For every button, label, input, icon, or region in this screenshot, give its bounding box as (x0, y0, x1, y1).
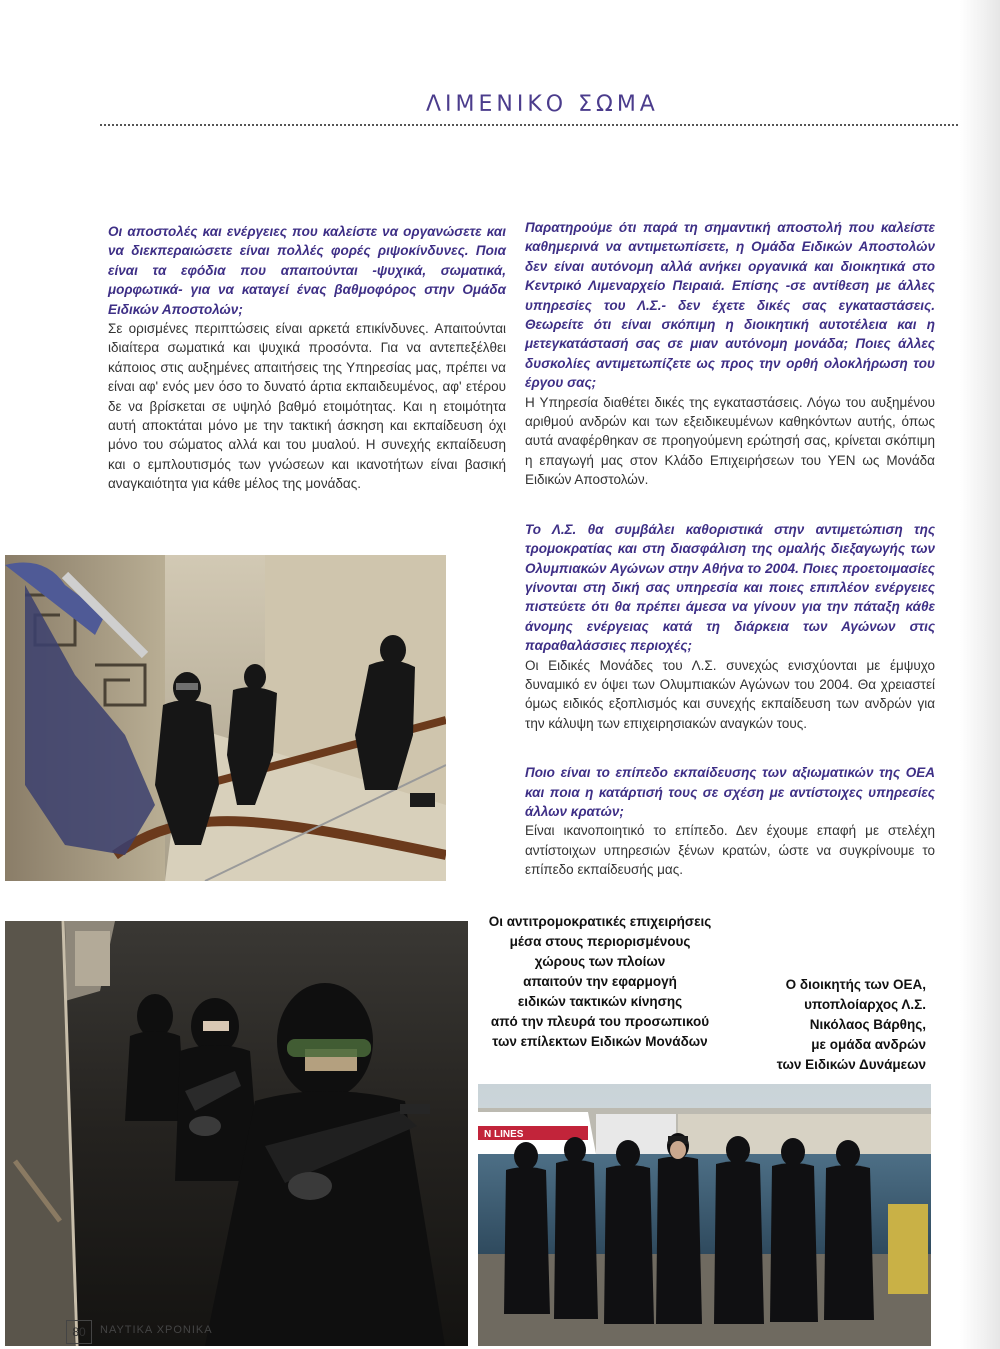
caption-line: μέσα στους περιορισμένους (509, 934, 691, 949)
question-1: Οι αποστολές και ενέργειες που καλείστε να οργανώσετε και να διεκπεραιώσετε είναι πολλές φορές ριψοκίνδυνες. Ποια είναι τα εφόδια που απαιτούνται -ψυχικά, σωματικά, μορφωτικά- για να καταγεί ένας βαθμοφόρος στην Ομάδα Ειδικών Αποστολών; (108, 224, 506, 317)
caption-commander (762, 975, 926, 1075)
answer-2: Η Υπηρεσία διαθέτει δικές της εγκαταστάσεις. Λόγω του αυξημένου αριθμού ανδρών και των εξειδικευμένων καθηκόντων αυτής, όπως αυτά αναφέρθηκαν σε προηγούμενη ερώτησή σας, κρίνεται σκόπιμη η επαγωγή μας στον Κλάδο Επιχειρήσεων του ΥΕΝ ως Μονάδα Ειδικών Αποστολών. (525, 394, 935, 488)
section-title: ΛΙΜΕΝΙΚΟ ΣΩΜΑ (426, 92, 659, 117)
photo-ship-corridor-operation (5, 921, 468, 1346)
caption-ship-operations (480, 912, 720, 1052)
question-2: Παρατηρούμε ότι παρά τη σημαντική αποστολή που καλείστε καθημερινά να αντιμετωπίσετε, η Ομάδα Ειδικών Αποστολών δεν είναι αυτόνομη αλλά ανήκει οργανικά και διοικητικά στο Κεντρικό Λιμεναρχείο Πειραιά. Επίσης -σε αντίθεση με άλλες υπηρεσίες του Λ.Σ.- δεν έχετε δικές σας εγκαταστάσεις. Θεωρείτε ότι είναι σκόπιμη η διοικητική αυτοτέλεια και η μετεγκατάστασή σας σε μιαν αυτόνομη μονάδα; Ποιες άλλες δυσκολίες αντιμετωπίζετε ως προς την ορθή ολοκλήρωση του έργου σας; (525, 220, 935, 391)
answer-1: Σε ορισμένες περιπτώσεις είναι αρκετά επικίνδυνες. Απαιτούνται ιδιαίτερα σωματικά και ψυχικά προσόντα. Για να αντεπεξέλθει κάποιος στις αυξημένες απαιτήσεις της Υπηρεσίας μας, πρέπει να είναι αφ' ενός μεν όσο το δυνατό άρτια εκπαιδευμένος, αφ' ετέρου δε να βρίσκεται σε υψηλό βαθμό ετοιμότητας. Και η ετοιμότητα αυτή αποκτάται μόνο με την τακτική άσκηση και εκπαίδευση όχι μόνο του σώματος αλλά και του μυαλού. Η συνεχής εκπαίδευση και ο εμπλουτισμός των γνώσεων και ικανοτήτων είναι βασική αναγκαιότητα για κάθε μέλος της μονάδας. (108, 321, 506, 492)
caption-line: απαιτούν την εφαρμογή (523, 974, 677, 989)
question-3: Το Λ.Σ. θα συμβάλει καθοριστικά στην αντιμετώπιση της τρομοκρατίας και στη διασφάλιση της ομαλής διεξαγωγής των Ολυμπιακών Αγώνων στην Αθήνα το 2004. Ποιες προετοιμασίες γίνονται στη δική σας υπηρεσία και ποιες επιπλέον ενέργειες πιστεύετε ότι θα πρέπει άμεσα να γίνουν για την πάταξη κάθε άνομης ενέργειας κατά τη διάρκεια των Αγώνων στις παραθαλάσσιες περιοχές; (525, 521, 935, 654)
caption-line: ειδικών τακτικών κίνησης (517, 994, 683, 1009)
photo-team-harbour (478, 1084, 931, 1346)
question-4: Ποιο είναι το επίπεδο εκπαίδευσης των αξιωματικών της ΟΕΑ και ποια η κατάρτισή τους σε σχέση με αντίστοιχες υπηρεσίες άλλων κρατών; (525, 765, 935, 819)
caption-line: Ο διοικητής των ΟΕΑ, (785, 977, 926, 992)
caption-line: των επίλεκτων Ειδικών Μονάδων (492, 1034, 708, 1049)
left-text-column (108, 222, 506, 494)
caption-line: από την πλευρά του προσωπικού (490, 1014, 710, 1029)
page-edge-shadow (960, 0, 1000, 1349)
caption-line: Οι αντιτρομοκρατικές επιχειρήσεις (488, 914, 712, 929)
photo-stairwell-operation (5, 555, 446, 881)
caption-line: υποπλοίαρχος Λ.Σ. (804, 997, 926, 1012)
caption-line: χώρους των πλοίων (534, 954, 666, 969)
caption-line: Νικόλαος Βάρθης, (809, 1017, 926, 1032)
publication-name: ΝΑΥΤΙΚΑ ΧΡΟΝΙΚΑ (100, 1324, 213, 1336)
right-text-column (525, 218, 935, 880)
answer-3: Οι Ειδικές Μονάδες του Λ.Σ. συνεχώς ενισχύονται με έμψυχο δυναμικό εν όψει των Ολυμπιακών Αγώνων του 2004. Θα χρειαστεί όμως ειδικός εξοπλισμός και συνεχής εκπαίδευση των ανδρών για την κάλυψη των επιχειρησιακών αναγκών τους. (525, 657, 935, 731)
caption-line: με ομάδα ανδρών (811, 1037, 926, 1052)
section-header (100, 92, 958, 126)
ship-sign-text: N LINES (484, 1129, 524, 1140)
answer-4: Είναι ικανοποιητικό το επίπεδο. Δεν έχουμε επαφή με στελέχη αντίστοιχων υπηρεσιών ξένων κρατών, ώστε να συγκρίνουμε το επίπεδο εκπαίδευσής μας. (525, 823, 935, 878)
page-number: 80 (66, 1320, 92, 1344)
caption-line: των Ειδικών Δυνάμεων (776, 1057, 926, 1072)
